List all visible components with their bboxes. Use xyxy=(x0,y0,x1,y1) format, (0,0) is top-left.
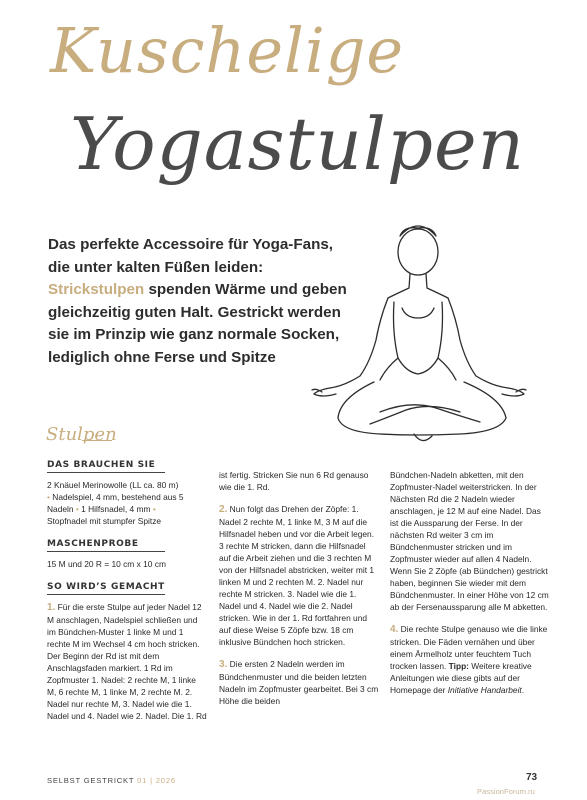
intro-part-1: Das perfekte Accessoire für Yoga-Fans, die unter kalten Füßen leiden: xyxy=(48,236,334,276)
step-1-text: Für die erste Stulpe auf jeder Nadel 12 M anschlagen, Nadelspiel schließen und im Bündchen-Muster 1 linke M und 1 rechte M im Wechsel 4 cm hoch stricken. Der Beginn der Rd ist mit dem Anschlagsfaden markiert. 1 Rd im Zopfmuster 1. Nadel: 2 rechte M, 1 linke M, 6 rechte M, 1 linke M, 2 rechte M. 2. Nadel nur rechte M, 3. Nadel wie die 1. Nadel und 4. Nadel wie 2. Nadel. Die 1. Rd xyxy=(47,602,207,721)
step-1 xyxy=(47,601,207,722)
instructions-heading: SO WIRD’S GEMACHT xyxy=(47,581,165,595)
material-darning-needle: Stopfnadel mit stumpfer Spitze xyxy=(47,516,162,526)
page-number: 73 xyxy=(526,772,538,783)
tip-link[interactable]: Initiative Handarbeit xyxy=(447,685,522,695)
material-needles: Nadelspiel, 4 mm, bestehend aus 5 Nadeln xyxy=(47,492,184,514)
issue-number: 01 | 2026 xyxy=(137,776,176,785)
step-1-continued: ist fertig. Stricken Sie nun 6 Rd genauso wie die 1. Rd. xyxy=(219,470,369,492)
title-line-2: Yogastulpen xyxy=(70,102,525,186)
intro-part-2: spenden Wärme und geben gleichzeitig guten Halt. Gestrickt werden sie im Prinzip wie ganz normale Socken, lediglich ohne Ferse und Spitze xyxy=(48,281,347,366)
tip-end: . xyxy=(521,685,525,695)
step-2-text: Nun folgt das Drehen der Zöpfe: 1. Nadel 2 rechte M, 1 linke M, 3 M auf die Hilfsnadel heben und vor die Arbeit legen. 3 rechte M stricken, dann die Hilfsnadel auf die Arbeit ziehen und die 3 rechten M von der Hilfsnadel abstricken, weiter mit 1 linken M und 2 rechten M. 2. Nadel nur rechte M stricken. 3. Nadel wie die 1. Nadel und 4. Nadel wie die 2. Nadel stricken. Wie in der 1. Rd fortfahren und auf diese Weise 5 Zöpfe bzw. 18 cm inklusive Bündchen hoch stricken. xyxy=(219,504,375,647)
step-4-text: Die rechte Stulpe genauso wie die linke stricken. Die Fäden vernähen und über einem Ärmelholz unter feuchtem Tuch trocken lassen. xyxy=(390,624,548,671)
tip-text: Weitere kreative Anleitungen wie diese gibts auf der Homepage der xyxy=(390,661,532,695)
yoga-figure-illustration xyxy=(310,222,540,462)
materials-heading: DAS BRAUCHEN SIE xyxy=(47,459,165,473)
step-3-text: Die ersten 2 Nadeln werden im Bündchenmuster und die beiden letzten Nadeln im Zopfmuster gearbeitet. Bei 3 cm Höhe die beiden xyxy=(219,659,379,706)
intro-paragraph xyxy=(48,234,353,370)
magazine-name: SELBST GESTRICKT xyxy=(47,776,135,785)
bullet-icon: • xyxy=(75,504,79,514)
step-2 xyxy=(219,503,379,648)
bullet-icon: • xyxy=(47,492,50,502)
section-title-underline xyxy=(82,440,112,441)
watermark: PassionForum.ru xyxy=(477,787,535,796)
intro-highlight: Strickstulpen xyxy=(48,281,145,299)
column-3 xyxy=(390,469,550,706)
section-title-stulpen: Stulpen xyxy=(46,424,117,445)
step-3 xyxy=(219,658,379,707)
column-2 xyxy=(219,469,379,717)
material-cable-needle: 1 Hilfsnadel, 4 mm xyxy=(81,504,151,514)
gauge-heading: MASCHENPROBE xyxy=(47,538,165,552)
materials-list xyxy=(47,479,207,527)
bullet-icon: • xyxy=(152,504,156,514)
material-yarn: 2 Knäuel Merinowolle (LL ca. 80 m) xyxy=(47,480,179,490)
column-1 xyxy=(47,458,207,732)
step-3-continued: Bündchen-Nadeln abketten, mit den Zopfmuster-Nadel weiterstricken. In der Nächsten Rd die 2 Nadeln wieder anschlagen, je 12 M auf eine Nadel. Das ist die Aussparung der Ferse. In der nächsten Rd weiter 3 cm im Bündchenmuster stricken und im Zopfmuster wieder auf allen 4 Nadeln. Wenn Sie 2 Zöpfe (ab Bündchen) gestrickt haben, beginnen Sie wieder mit dem Bündchenmuster. In einer Höhe von 12 cm ab der Fersenaussparung alle M abketten. xyxy=(390,470,549,612)
step-4 xyxy=(390,623,550,696)
step-3-number: 3. xyxy=(219,659,228,670)
title-line-1: Kuschelige xyxy=(50,14,405,87)
tip-label: Tipp: xyxy=(448,661,469,671)
step-1-number: 1. xyxy=(47,602,56,613)
step-2-number: 2. xyxy=(219,504,228,515)
gauge-text: 15 M und 20 R = 10 cm x 10 cm xyxy=(47,559,166,569)
step-4-number: 4. xyxy=(390,624,399,635)
footer-magazine xyxy=(47,776,176,785)
